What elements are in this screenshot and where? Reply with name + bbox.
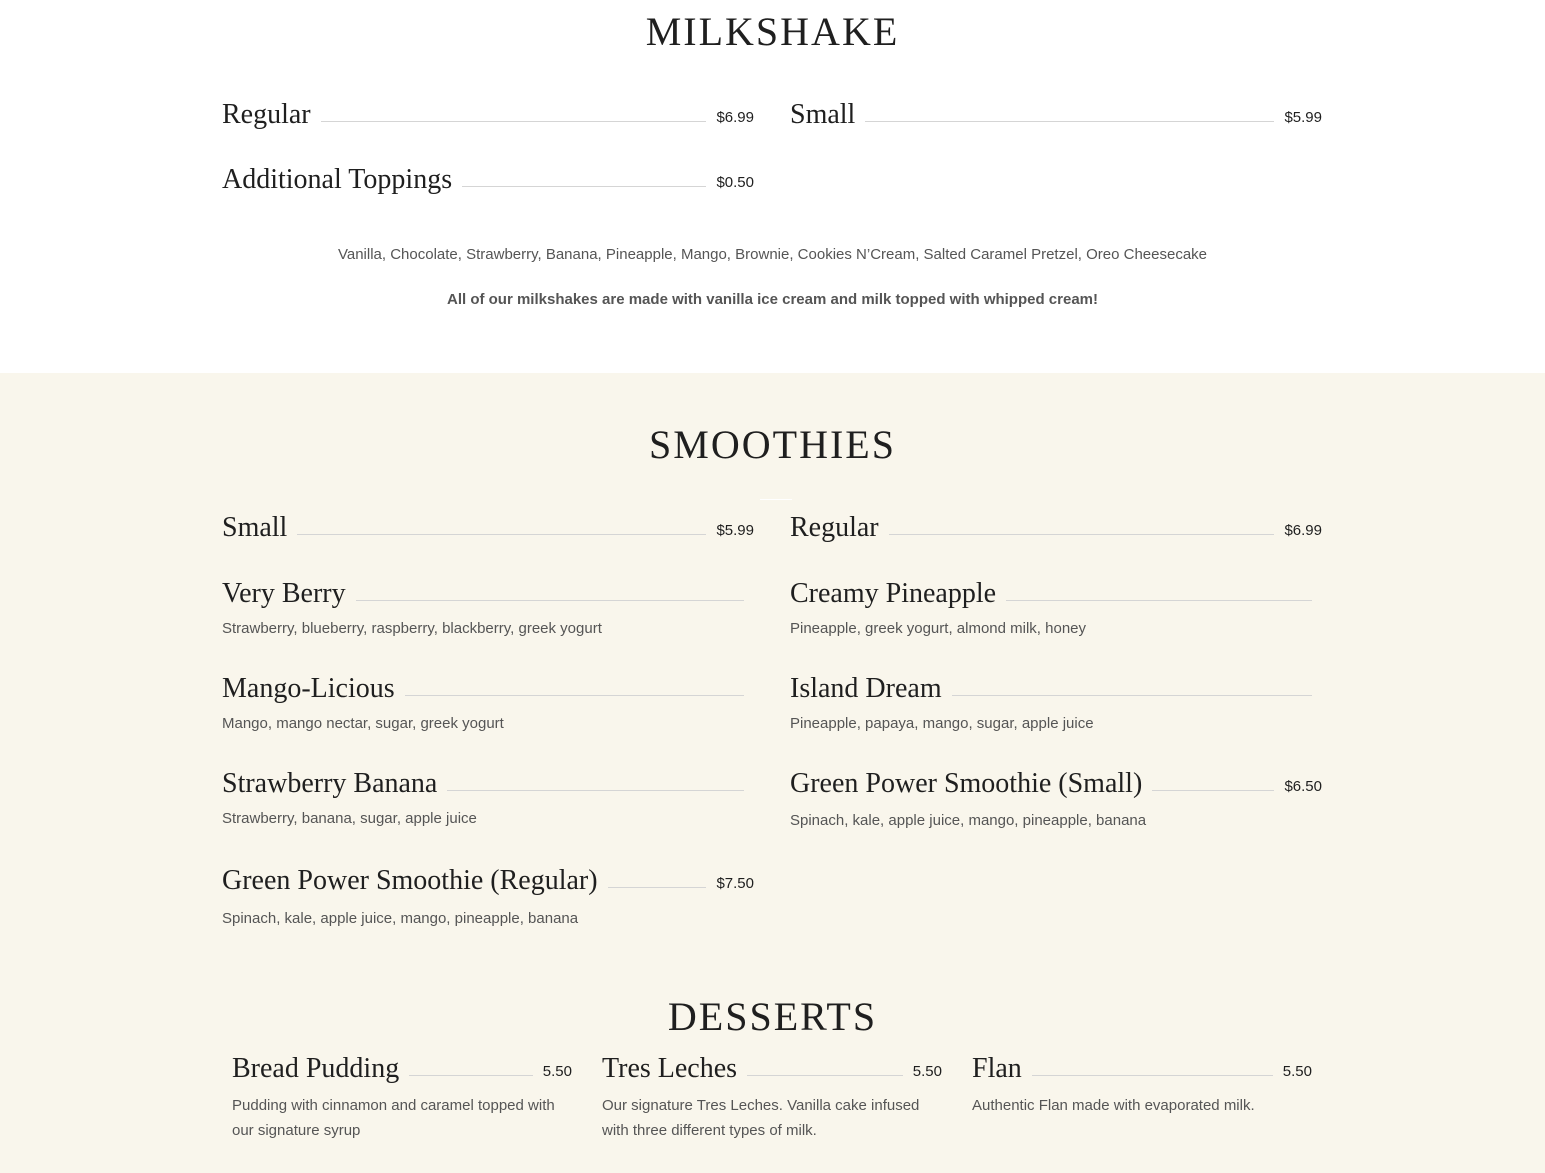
milkshake-note: All of our milkshakes are made with vanilla ice cream and milk topped with whipped cream! <box>446 291 1099 308</box>
item-name: Additional Toppings <box>222 164 453 195</box>
desserts-heading: DESSERTS <box>667 994 878 1039</box>
item-price: $6.50 <box>1284 778 1322 795</box>
item-price: 5.50 <box>542 1063 572 1080</box>
dotted-leader <box>1032 1074 1273 1076</box>
menu-item-tres-leches <box>602 1055 942 1143</box>
item-description: Pineapple, papaya, mango, sugar, apple juice <box>790 715 1094 732</box>
dotted-leader <box>321 120 707 122</box>
menu-item-milkshake-regular <box>222 101 754 129</box>
dotted-leader <box>747 1074 903 1076</box>
menu-item-island-dream <box>790 675 1312 736</box>
menu-item-additional-toppings <box>222 166 754 194</box>
dotted-leader <box>865 120 1274 122</box>
dotted-leader <box>1006 599 1312 601</box>
menu-item-very-berry <box>222 580 744 641</box>
item-price: 5.50 <box>1282 1063 1312 1080</box>
dotted-leader <box>447 789 744 791</box>
dotted-leader <box>952 694 1312 696</box>
item-description: Strawberry, banana, sugar, apple juice <box>222 810 477 827</box>
milkshake-section <box>0 0 1545 373</box>
item-name: Very Berry <box>222 578 346 609</box>
dotted-leader <box>409 1074 533 1076</box>
item-name: Small <box>790 99 856 130</box>
item-name: Regular <box>790 512 879 543</box>
smoothies-heading: SMOOTHIES <box>649 422 896 467</box>
item-price: $6.99 <box>1284 522 1322 539</box>
divider <box>760 499 792 500</box>
item-description: Spinach, kale, apple juice, mango, pineapple, banana <box>222 910 579 927</box>
menu-item-green-power-small <box>790 770 1322 833</box>
item-name: Small <box>222 512 288 543</box>
item-name: Island Dream <box>790 673 942 704</box>
item-description: Mango, mango nectar, sugar, greek yogurt <box>222 715 504 732</box>
dotted-leader <box>405 694 744 696</box>
item-name: Regular <box>222 99 311 130</box>
dotted-leader <box>889 533 1275 535</box>
item-description: Our signature Tres Leches. Vanilla cake infused with three different types of milk. <box>602 1097 920 1139</box>
item-name: Green Power Smoothie (Small) <box>790 768 1143 799</box>
item-price: $5.99 <box>716 522 754 539</box>
item-description: Authentic Flan made with evaporated milk. <box>972 1097 1255 1114</box>
dotted-leader <box>462 185 706 187</box>
dotted-leader <box>297 533 706 535</box>
menu-item-green-power-regular <box>222 867 754 931</box>
dotted-leader <box>608 886 707 888</box>
item-name: Flan <box>972 1053 1022 1084</box>
dotted-leader <box>356 599 744 601</box>
item-price: $0.50 <box>716 174 754 191</box>
milkshake-flavors: Vanilla, Chocolate, Strawberry, Banana, Pineapple, Mango, Brownie, Cookies N’Cream, Salted Caramel Pretzel, Oreo Cheesecake <box>337 246 1208 263</box>
item-price: $6.99 <box>716 109 754 126</box>
item-description: Pineapple, greek yogurt, almond milk, honey <box>790 620 1087 637</box>
menu-item-milkshake-small <box>790 101 1322 129</box>
item-name: Mango-Licious <box>222 673 395 704</box>
menu-item-bread-pudding <box>232 1055 572 1143</box>
item-name: Strawberry Banana <box>222 768 438 799</box>
menu-item-smoothie-small <box>222 514 754 542</box>
item-name: Green Power Smoothie (Regular) <box>222 865 598 896</box>
item-name: Tres Leches <box>602 1053 738 1084</box>
menu-item-mango-licious <box>222 675 744 736</box>
menu-item-creamy-pineapple <box>790 580 1312 641</box>
item-description: Pudding with cinnamon and caramel topped with our signature syrup <box>232 1097 555 1139</box>
menu-item-strawberry-banana <box>222 770 744 831</box>
item-price: 5.50 <box>912 1063 942 1080</box>
dotted-leader <box>1152 789 1274 791</box>
item-name: Creamy Pineapple <box>790 578 997 609</box>
menu-item-flan <box>972 1055 1312 1118</box>
item-description: Spinach, kale, apple juice, mango, pineapple, banana <box>790 812 1147 829</box>
item-price: $5.99 <box>1284 109 1322 126</box>
item-name: Bread Pudding <box>232 1053 400 1084</box>
item-description: Strawberry, blueberry, raspberry, blackberry, greek yogurt <box>222 620 602 637</box>
milkshake-heading: MILKSHAKE <box>645 9 900 54</box>
item-price: $7.50 <box>716 875 754 892</box>
menu-item-smoothie-regular <box>790 514 1322 542</box>
